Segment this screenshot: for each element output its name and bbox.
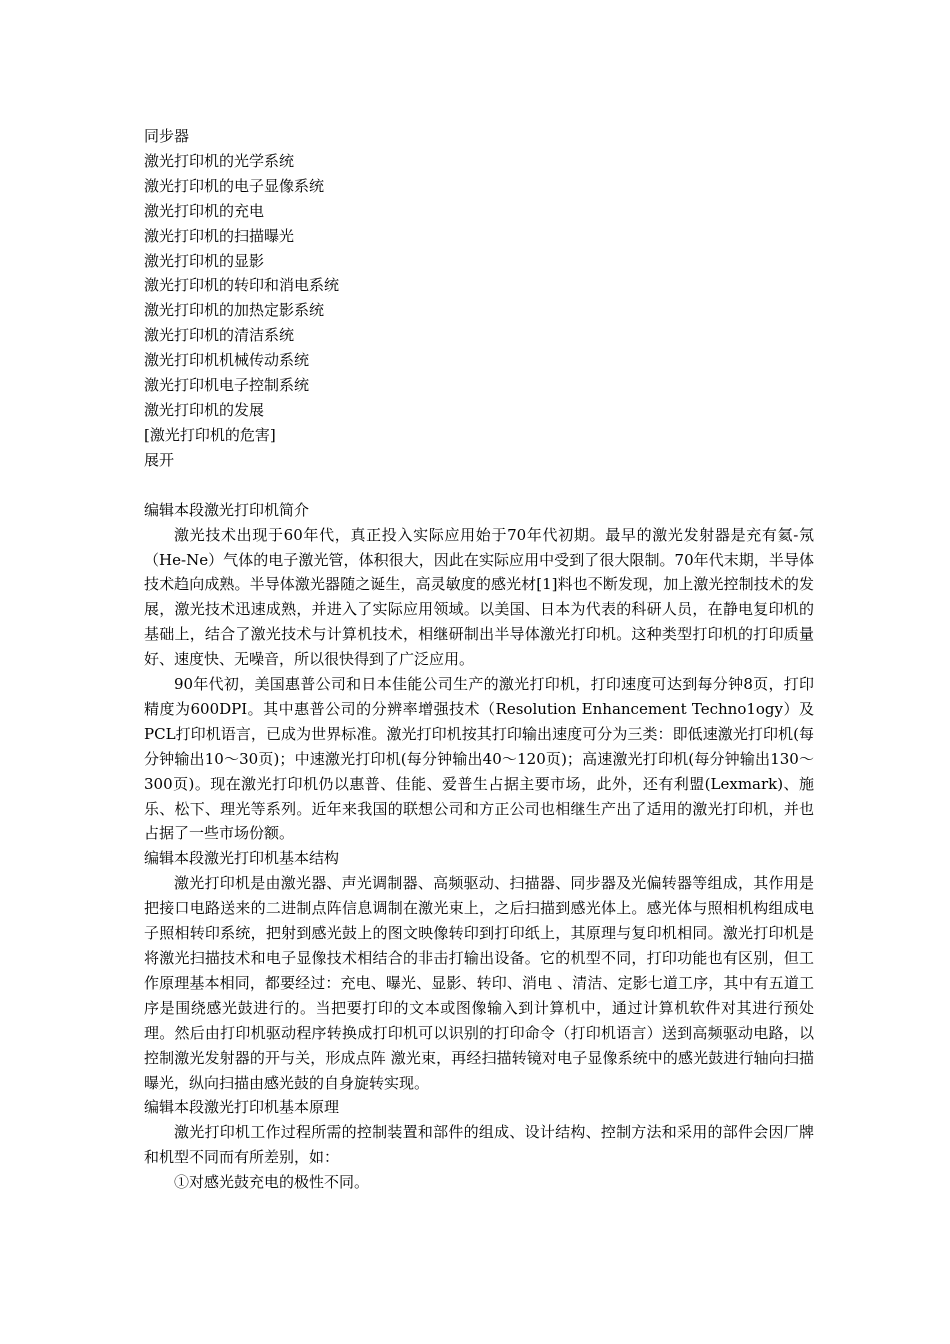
toc-item-electronic-imaging[interactable]: 激光打印机的电子显像系统 [144,176,325,195]
toc-item-synchronizer[interactable]: 同步器 [144,127,190,145]
section-heading: 编辑本段激光打印机基本原理 [144,1098,340,1117]
section-heading: 编辑本段激光打印机基本结构 [144,849,340,868]
toc-item-development[interactable]: 激光打印机的显影 [144,251,265,270]
toc-item-charging[interactable]: 激光打印机的充电 [144,201,265,220]
section-basic-structure [144,846,814,1095]
document-page [144,124,814,1195]
toc-item-mechanical-drive[interactable]: 激光打印机机械传动系统 [144,351,310,370]
section-heading: 编辑本段激光打印机简介 [144,500,310,519]
toc-item-development-history[interactable]: 激光打印机的发展 [144,400,265,419]
toc-item-transfer-discharge[interactable]: 激光打印机的转印和消电系统 [144,276,340,295]
toc-item-hazards[interactable]: [激光打印机的危害] [144,425,276,444]
table-of-contents [144,124,814,473]
toc-expand-link[interactable]: 展开 [144,450,175,469]
paragraph: 90年代初，美国惠普公司和日本佳能公司生产的激光打印机，打印速度可达到每分钟8页，打印精度为600DPI。其中惠普公司的分辨率增强技术（Resolution Enhancement Techno1ogy）及PCL打印机语言，已成为世界标准。激光打印机按其打印输出速度可分为三类：即低速激光打印机(每分钟输出10～30页)；中速激光打印机(每分钟输出40～120页)；高速激光打印机(每分钟输出130～300页)。现在激光打印机仍以惠普、佳能、爱普生占据主要市场，此外，还有利盟(Lexmark)、施乐、松下、理光等系列。近年来我国的联想公司和方正公司也相继生产出了适用的激光打印机，并也占据了一些市场份额。 [144,675,814,843]
paragraph: 激光打印机工作过程所需的控制装置和部件的组成、设计结构、控制方法和采用的部件会因厂牌和机型不同而有所差别，如： [144,1123,814,1167]
section-introduction [144,498,814,847]
toc-item-scan-exposure[interactable]: 激光打印机的扫描曝光 [144,226,295,245]
list-item: ①对感光鼓充电的极性不同。 [174,1173,370,1192]
toc-item-heat-fixing[interactable]: 激光打印机的加热定影系统 [144,301,325,320]
paragraph: 激光打印机是由激光器、声光调制器、高频驱动、扫描器、同步器及光偏转器等组成，其作用是把接口电路送来的二进制点阵信息调制在激光束上，之后扫描到感光体上。感光体与照相机构组成电子照相转印系统，把射到感光鼓上的图文映像转印到打印纸上，其原理与复印机相同。激光打印机是将激光扫描技术和电子显像技术相结合的非击打输出设备。它的机型不同，打印功能也有区别，但工作原理基本相同，都要经过：充电、曝光、显影、转印、消电 、清洁、定影七道工序，其中有五道工序是围绕感光鼓进行的。当把要打印的文本或图像输入到计算机中，通过计算机软件对其进行预处理。然后由打印机驱动程序转换成打印机可以识别的打印命令（打印机语言）送到高频驱动电路，以控制激光发射器的开与关，形成点阵 激光束，再经扫描转镜对电子显像系统中的感光鼓进行轴向扫描曝光，纵向扫描由感光鼓的自身旋转实现。 [144,874,814,1092]
toc-item-electronic-control[interactable]: 激光打印机电子控制系统 [144,376,310,395]
spacer [144,473,814,498]
paragraph: 激光技术出现于60年代，真正投入实际应用始于70年代初期。最早的激光发射器是充有氦-氖（He-Ne）气体的电子激光管，体积很大，因此在实际应用中受到了很大限制。70年代末期，半导体技术趋向成熟。半导体激光器随之诞生，高灵敏度的感光材[1]料也不断发现，加上激光控制技术的发展，激光技术迅速成熟，并进入了实际应用领域。以美国、日本为代表的科研人员，在静电复印机的基础上，结合了激光技术与计算机技术，相继研制出半导体激光打印机。这种类型打印机的打印质量好、速度快、无噪音，所以很快得到了广泛应用。 [144,525,814,669]
section-basic-principle [144,1095,814,1195]
toc-item-cleaning[interactable]: 激光打印机的清洁系统 [144,326,295,345]
toc-item-optical-system[interactable]: 激光打印机的光学系统 [144,151,295,170]
